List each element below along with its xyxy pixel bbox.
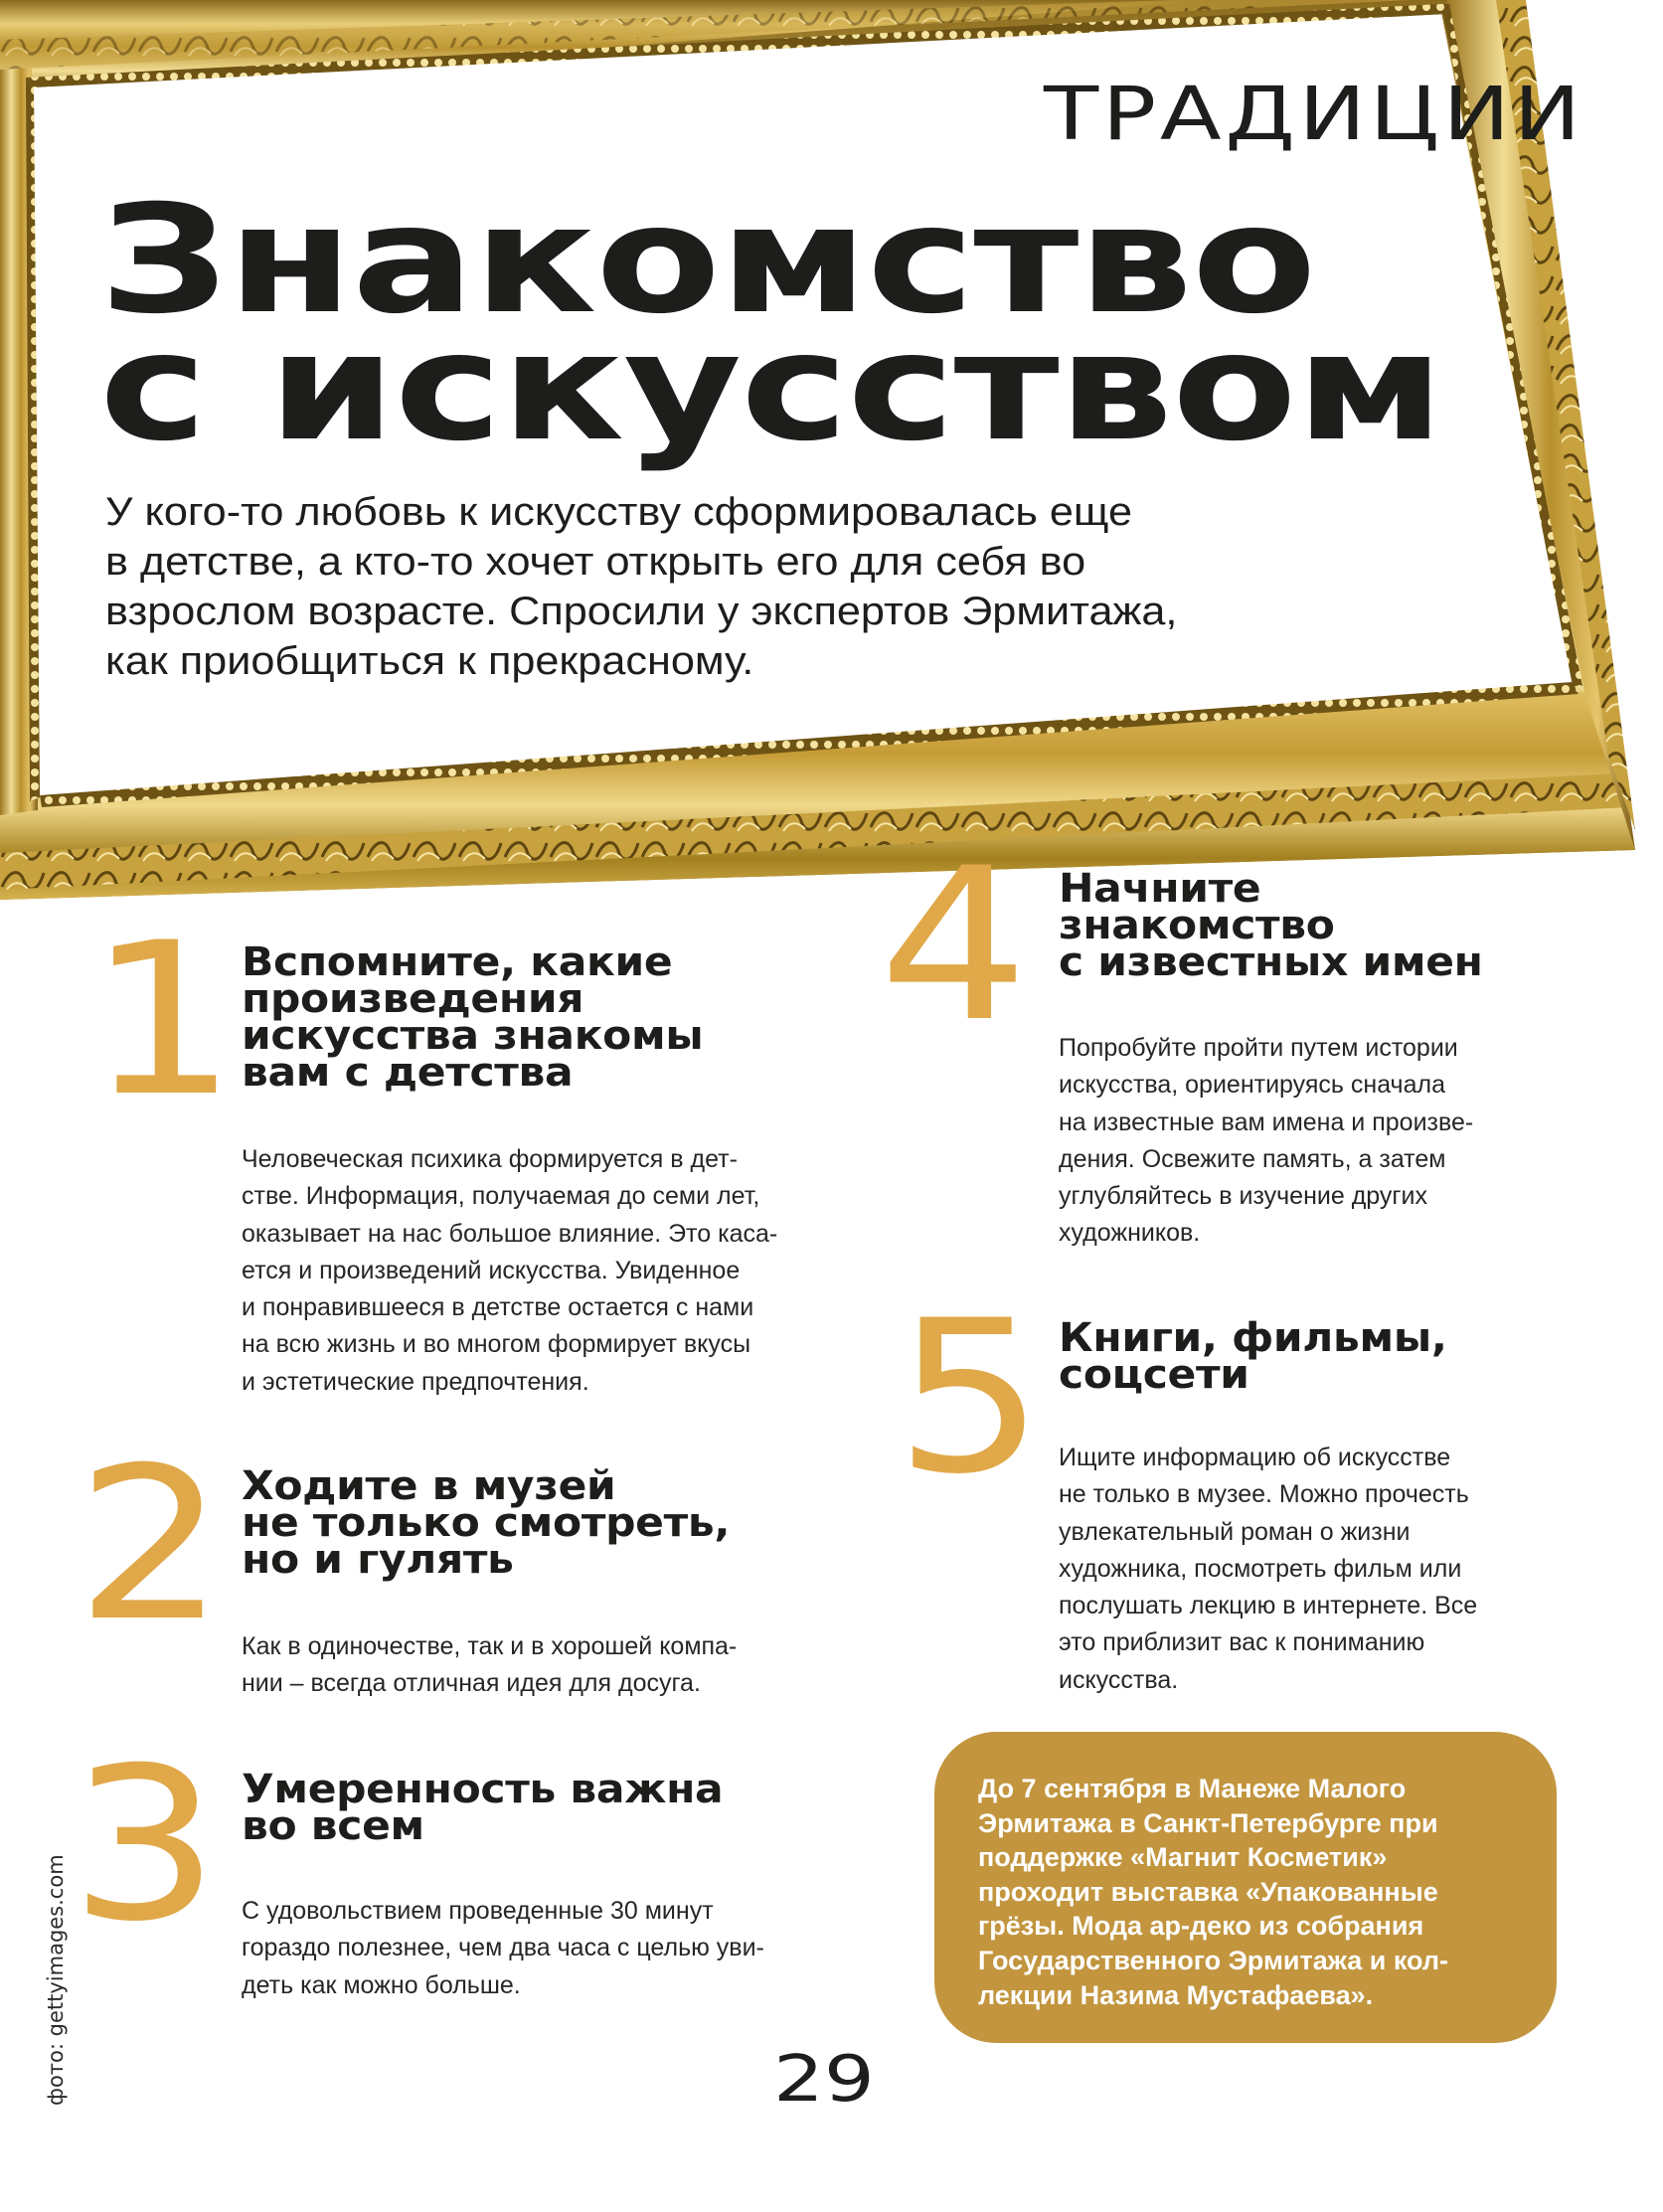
body-line: Ищите информацию об искусстве xyxy=(1059,1444,1451,1471)
body-line: деть как можно больше. xyxy=(242,1970,521,1999)
exhibition-callout xyxy=(934,1732,1557,2043)
body-line: гораздо полезнее, чем два часа с целью уви- xyxy=(242,1934,764,1962)
tip-body xyxy=(1059,1030,1473,1253)
callout-line: Эрмитажа в Санкт-Петербурге при xyxy=(978,1807,1438,1838)
heading-line: во всем xyxy=(242,1803,424,1849)
body-line: на всю жизнь и во многом формирует вкусы xyxy=(242,1330,751,1359)
heading-line: Книги, фильмы, xyxy=(1059,1315,1447,1361)
body-line: оказывает на нас большое влияние. Это каса- xyxy=(242,1219,778,1248)
body-line: дения. Освежите память, а затем xyxy=(1059,1144,1446,1173)
body-line: художников. xyxy=(1059,1219,1201,1248)
photo-credit: фото: gettyimages.com xyxy=(44,1854,68,2106)
callout-line: Государственного Эрмитажа и кол- xyxy=(978,1945,1448,1975)
heading-line: знакомство xyxy=(1059,903,1335,948)
tip-number: 1 xyxy=(87,897,239,1142)
body-line: ется и произведений искусства. Увиденное xyxy=(242,1256,741,1284)
body-line: увлекательный роман о жизни xyxy=(1059,1517,1411,1546)
body-line: Попробуйте пройти путем истории xyxy=(1059,1034,1458,1062)
tip-body xyxy=(1059,1440,1477,1699)
tip-heading xyxy=(1059,1315,1447,1398)
tip-body xyxy=(242,1628,737,1703)
body-line: стве. Информация, получаемая до семи лет, xyxy=(242,1182,760,1211)
lead-line: взрослом возрасте. Спросили у экспертов Эрмитажа, xyxy=(105,590,1178,633)
heading-line: искусства знакомы xyxy=(242,1013,704,1059)
body-line: углубляйтесь в изучение других xyxy=(1059,1182,1427,1211)
body-line: не только в музее. Можно прочесть xyxy=(1059,1480,1469,1509)
tip-body xyxy=(242,1141,777,1401)
tip-heading xyxy=(242,1463,731,1583)
section-rubric: ТРАДИЦИИ xyxy=(1044,72,1584,157)
body-line: нии – всегда отличная идея для досуга. xyxy=(242,1669,701,1698)
lead-line: У кого-то любовь к искусству сформировалась еще xyxy=(105,490,1132,534)
tip-body xyxy=(242,1893,764,2004)
body-line: С удовольствием проведенные 30 минут xyxy=(242,1897,714,1925)
body-line: и понравившееся в детстве остается с нами xyxy=(242,1293,754,1322)
heading-line: Начните xyxy=(1059,866,1261,912)
tip-heading xyxy=(1059,866,1483,985)
heading-line: с известных имен xyxy=(1059,939,1483,985)
callout-text xyxy=(978,1772,1448,2012)
tip-number: 2 xyxy=(76,1422,227,1667)
tip-number: 5 xyxy=(895,1275,1046,1520)
title-line: с искусством xyxy=(99,301,1443,474)
page-number: 29 xyxy=(773,2043,875,2117)
body-line: искусства. xyxy=(1059,1665,1179,1694)
body-line: это приблизит вас к пониманию xyxy=(1059,1628,1425,1657)
callout-line: До 7 сентября в Манеже Малого xyxy=(978,1774,1407,1803)
callout-line: грёзы. Мода ар-деко из собрания xyxy=(978,1911,1424,1942)
tip-number: 4 xyxy=(879,822,1030,1068)
body-line: послушать лекцию в интернете. Все xyxy=(1059,1592,1478,1620)
heading-line: вам с детства xyxy=(242,1050,574,1096)
body-line: Человеческая психика формируется в дет- xyxy=(242,1145,738,1173)
lead-line: в детстве, а кто-то хочет открыть его для себя во xyxy=(105,540,1086,584)
body-line: на известные вам имена и произве- xyxy=(1059,1107,1474,1136)
heading-line: произведения xyxy=(242,976,584,1022)
body-line: искусства, ориентируясь сначала xyxy=(1059,1071,1445,1100)
tip-heading xyxy=(242,1767,724,1849)
title-line: Знакомство xyxy=(99,174,1316,347)
lead-line: как приобщиться к прекрасному. xyxy=(105,639,754,683)
body-line: Как в одиночестве, так и в хорошей компа- xyxy=(242,1632,738,1660)
body-line: художника, посмотреть фильм или xyxy=(1059,1554,1462,1583)
lead-paragraph xyxy=(105,487,1394,686)
callout-line: проходит выставка «Упакованные xyxy=(978,1876,1438,1907)
heading-line: Умеренность важна xyxy=(242,1767,724,1812)
heading-line: но и гулять xyxy=(242,1537,514,1583)
heading-line: не только смотреть, xyxy=(242,1500,731,1546)
heading-line: Вспомните, какие xyxy=(242,939,673,985)
callout-line: лекции Назима Мустафаева». xyxy=(978,1979,1374,2010)
body-line: и эстетические предпочтения. xyxy=(242,1367,589,1396)
heading-line: соцсети xyxy=(1059,1352,1249,1398)
heading-line: Ходите в музей xyxy=(242,1463,616,1509)
tip-number: 3 xyxy=(70,1722,221,1967)
tip-heading xyxy=(242,939,704,1096)
callout-line: поддержке «Магнит Косметик» xyxy=(978,1842,1388,1873)
page-title xyxy=(99,174,1443,474)
